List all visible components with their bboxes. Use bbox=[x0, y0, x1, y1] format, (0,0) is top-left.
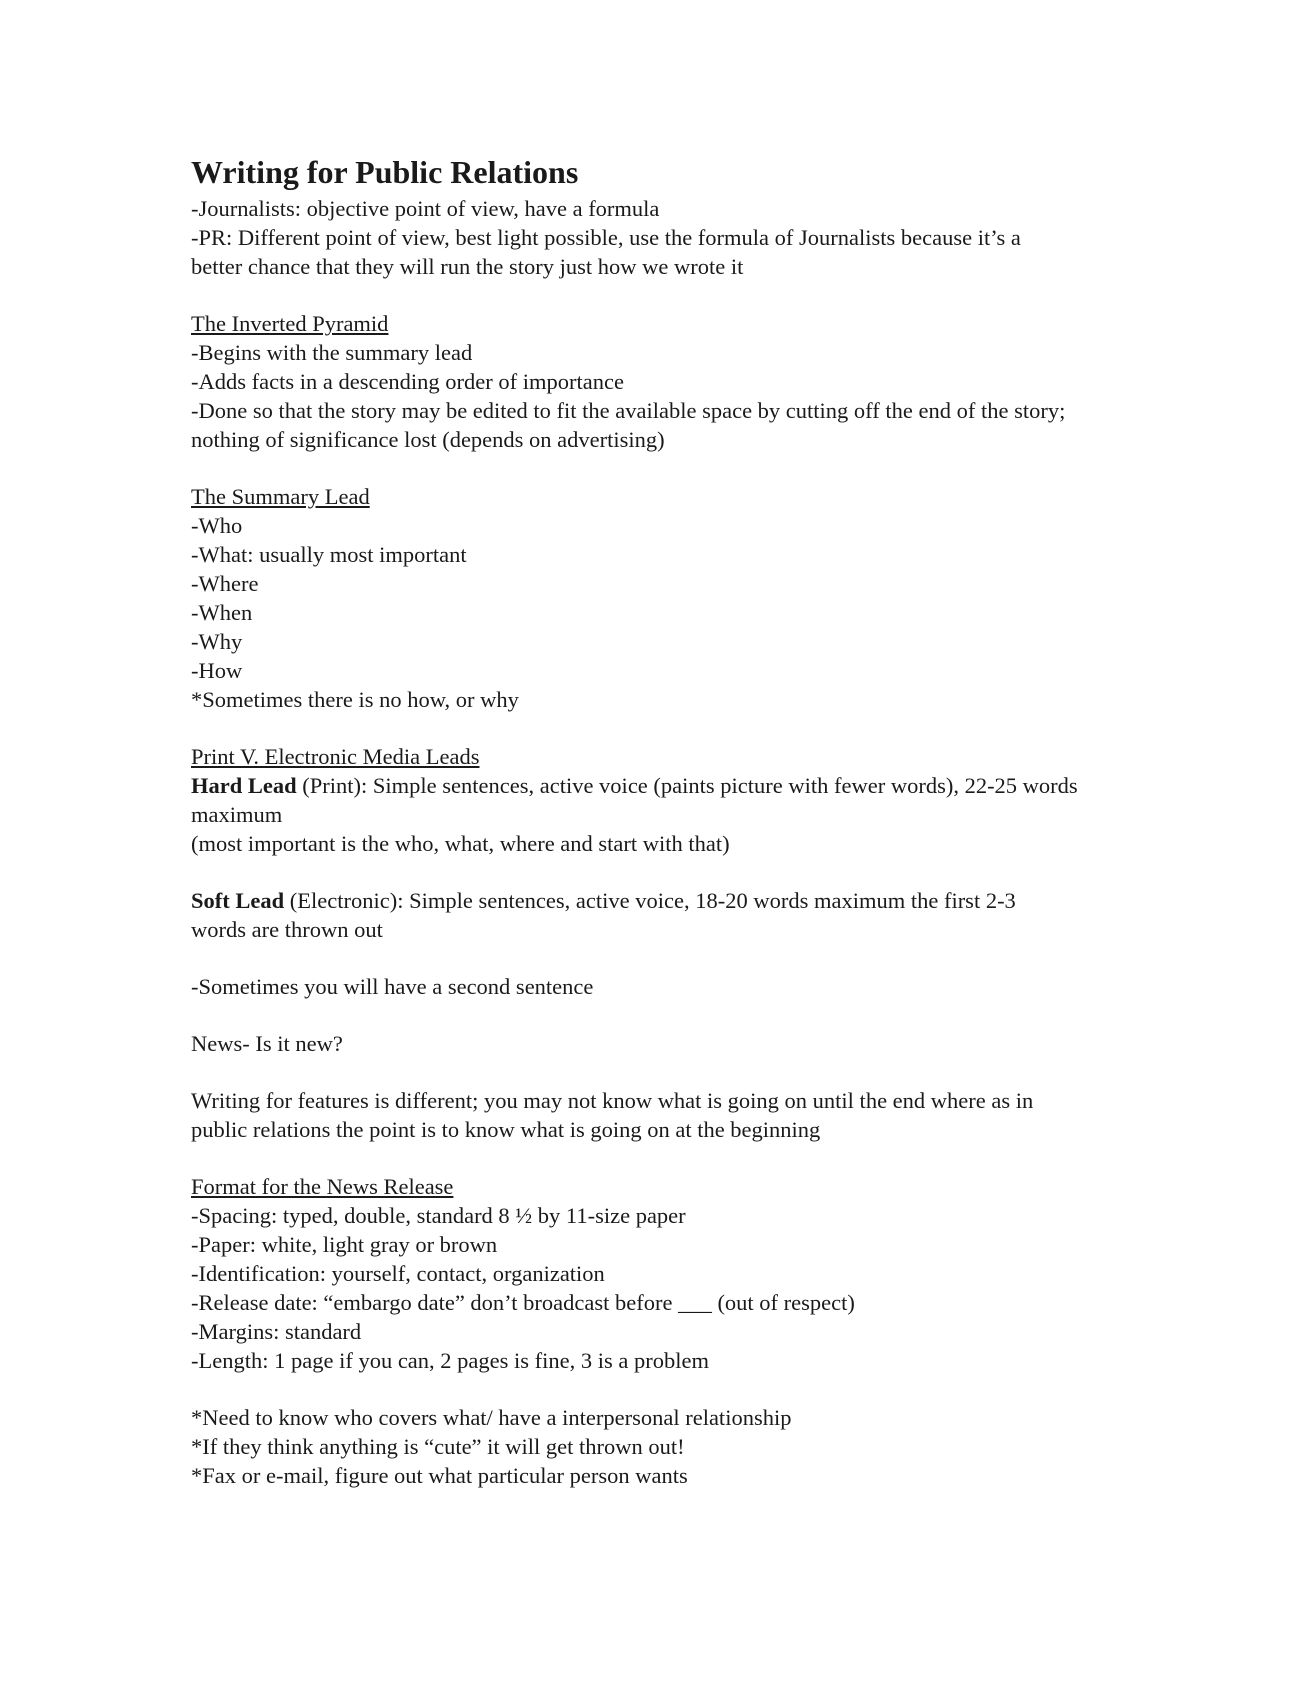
list-item: *Sometimes there is no how, or why bbox=[191, 687, 519, 712]
soft-lead-text: (Electronic): Simple sentences, active voice, 18-20 words maximum the first 2-3 words are thrown out bbox=[191, 888, 1016, 942]
list-item: -Who bbox=[191, 513, 243, 538]
list-item: -Done so that the story may be edited to fit the available space by cutting off the end of the story; nothing of significance lost (depends on advertising) bbox=[191, 398, 1066, 452]
list-item: -Why bbox=[191, 629, 243, 654]
list-item: -Margins: standard bbox=[191, 1319, 362, 1344]
intro-line: -PR: Different point of view, best light possible, use the formula of Journalists because it’s a better chance that they will run the story just how we wrote it bbox=[191, 225, 1021, 279]
tip-item: *Fax or e-mail, figure out what particular person wants bbox=[191, 1463, 688, 1488]
list-item: -What: usually most important bbox=[191, 542, 467, 567]
list-item: -Where bbox=[191, 571, 259, 596]
list-item: -Release date: “embargo date” don’t broadcast before ___ (out of respect) bbox=[191, 1290, 855, 1315]
soft-lead-paragraph bbox=[191, 886, 1071, 944]
tip-item: *If they think anything is “cute” it will get thrown out! bbox=[191, 1434, 685, 1459]
list-item: -Identification: yourself, contact, organization bbox=[191, 1261, 605, 1286]
section-heading-news-release: Format for the News Release bbox=[191, 1174, 454, 1199]
section-heading-print-electronic: Print V. Electronic Media Leads bbox=[191, 744, 480, 769]
list-item: -Paper: white, light gray or brown bbox=[191, 1232, 498, 1257]
list-item: -Length: 1 page if you can, 2 pages is fine, 3 is a problem bbox=[191, 1348, 709, 1373]
document-title: Writing for Public Relations bbox=[191, 154, 579, 190]
list-item: -Begins with the summary lead bbox=[191, 340, 473, 365]
section-heading-summary-lead: The Summary Lead bbox=[191, 484, 370, 509]
list-item: -Adds facts in a descending order of importance bbox=[191, 369, 624, 394]
soft-lead-term: Soft Lead bbox=[191, 888, 285, 913]
hard-lead-text: (Print): Simple sentences, active voice (paints picture with fewer words), 22-25 words maximum bbox=[191, 773, 1078, 827]
hard-lead-term: Hard Lead bbox=[191, 773, 297, 798]
section-heading-inverted-pyramid: The Inverted Pyramid bbox=[191, 311, 389, 336]
document-page bbox=[191, 152, 1151, 1490]
list-item: -When bbox=[191, 600, 253, 625]
tip-item: *Need to know who covers what/ have a interpersonal relationship bbox=[191, 1405, 792, 1430]
hard-lead-paragraph bbox=[191, 771, 1091, 829]
news-question: News- Is it new? bbox=[191, 1031, 343, 1056]
intro-line: -Journalists: objective point of view, have a formula bbox=[191, 196, 660, 221]
hard-lead-note: (most important is the who, what, where and start with that) bbox=[191, 831, 730, 856]
list-item: -Spacing: typed, double, standard 8 ½ by 11-size paper bbox=[191, 1203, 686, 1228]
list-item: -How bbox=[191, 658, 243, 683]
second-sentence-note: -Sometimes you will have a second sentence bbox=[191, 974, 594, 999]
features-paragraph: Writing for features is different; you may not know what is going on until the end where as in public relations the point is to know what is going on at the beginning bbox=[191, 1088, 1034, 1142]
